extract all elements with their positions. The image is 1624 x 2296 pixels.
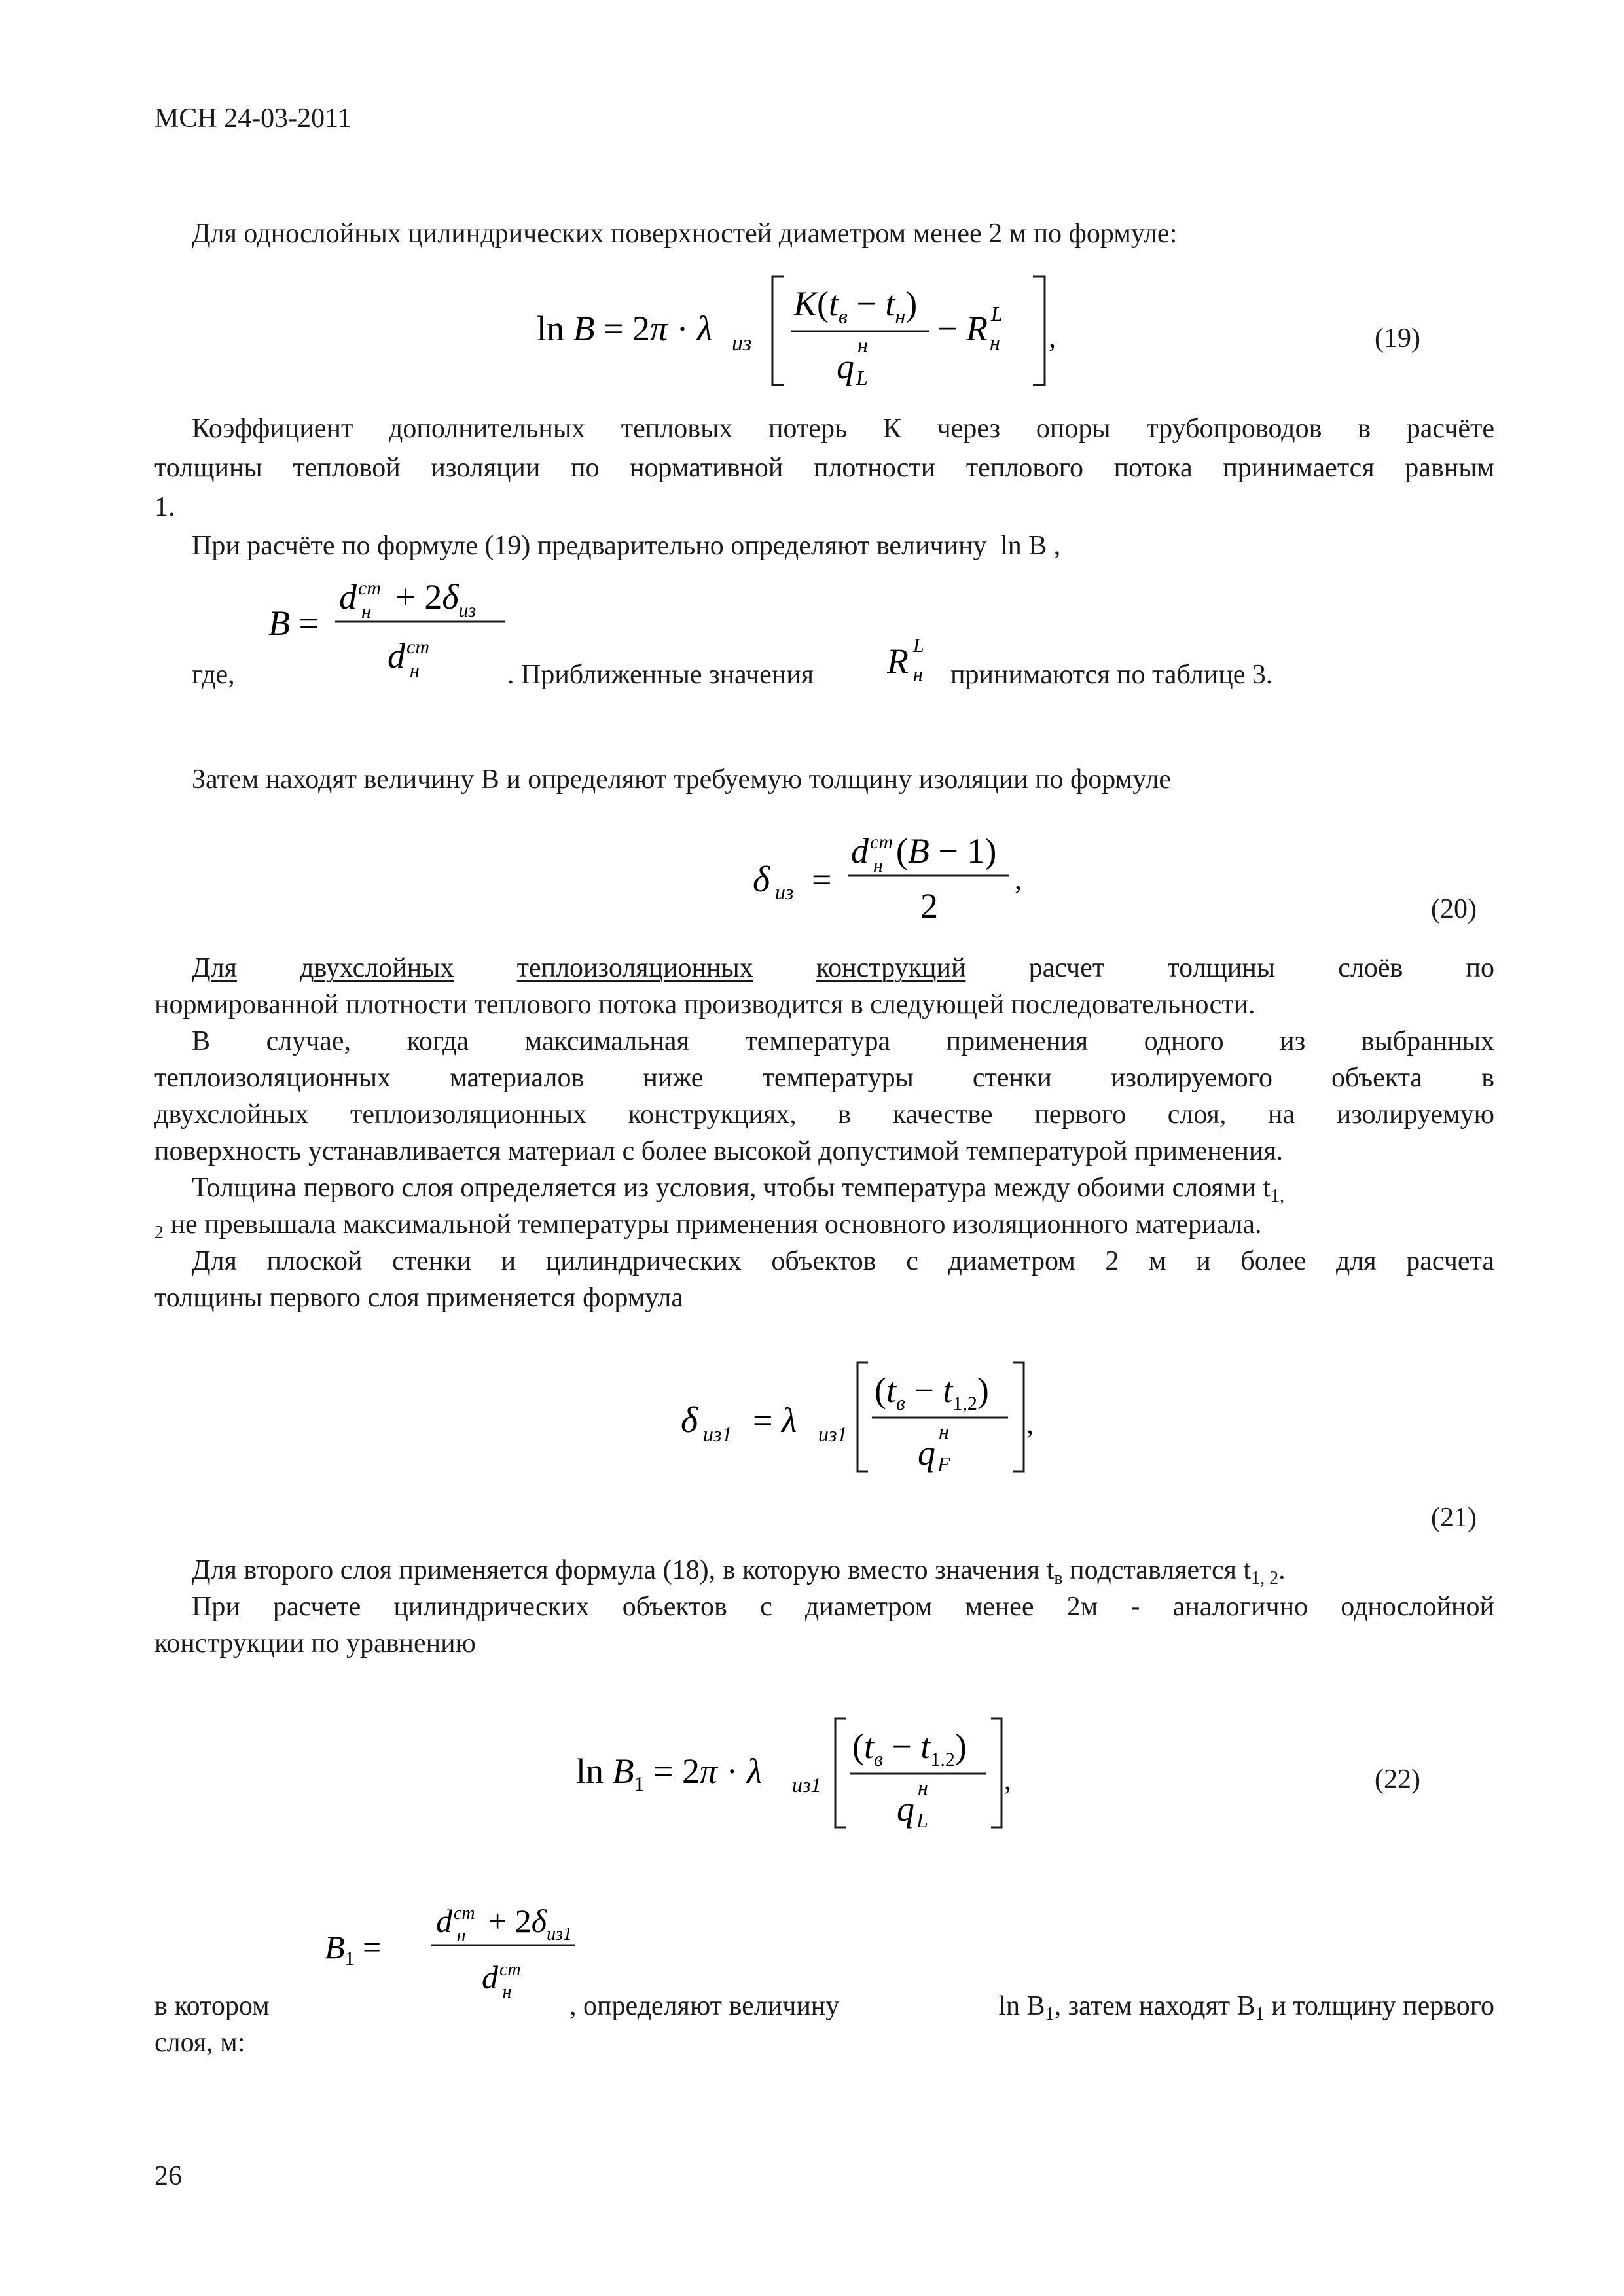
two-layer-word2: двухслойных <box>300 953 454 983</box>
eq21-den-sub: F <box>937 1452 950 1476</box>
eq20-numerator: $d^{ст}$ н (B − 1) <box>851 831 997 876</box>
b-definition-graphic <box>262 569 524 687</box>
eq20-delta: δ <box>753 859 770 900</box>
document-code: МСН 24-03-2011 <box>154 103 352 134</box>
eq21-lambda-sub: из1 <box>818 1422 848 1446</box>
b1-def-lhs: $B_1$ = <box>325 1929 382 1969</box>
eq21-right-bracket <box>1013 1363 1024 1471</box>
eq19-den-sub: L <box>856 366 868 389</box>
r-symbol <box>887 627 952 692</box>
r-symbol-graphic <box>887 627 952 692</box>
eq19-right-bracket <box>1033 276 1045 385</box>
calc-19-end: , <box>1047 531 1061 561</box>
first-layer-text2: не превышала максимальной температуры применения основного изоляционного материала. <box>164 1210 1262 1240</box>
formula-21 <box>674 1355 1041 1479</box>
paragraph-case-line4: поверхность устанавливается материал с более высокой допустимой температурой применения. <box>154 1136 1284 1166</box>
paragraph-calc-19 <box>192 527 1060 565</box>
b1-ln-sub: 1 <box>1045 2004 1055 2024</box>
b1-def-numerator: $d^{ст}$ $н + 2\delta_{из1}$ <box>436 1903 572 1946</box>
page-number: 26 <box>154 2161 182 2191</box>
b1-after: , затем находят B <box>1054 1991 1255 2021</box>
b-def-lhs: B = <box>268 603 319 643</box>
formula-22 <box>576 1711 1034 1835</box>
table3-reference: принимаются по таблице 3. <box>950 660 1273 690</box>
b1-ln: ln B <box>998 1991 1045 2021</box>
formula-22-graphic <box>576 1711 1034 1835</box>
two-layer-word6: толщины <box>1167 953 1276 983</box>
first-layer-sub1: 1, <box>1270 1186 1284 1206</box>
paragraph-case-line3: двухслойных теплоизоляционных конструкциях, в качестве первого слоя, на изолируемую <box>154 1100 1494 1130</box>
two-layer-word1: Для <box>192 953 237 983</box>
eq20-comma: , <box>1015 863 1022 895</box>
eq21-equals: = λ <box>753 1401 797 1440</box>
eq22-comma: , <box>1004 1764 1011 1796</box>
b1-definition-graphic <box>318 1898 580 2016</box>
calc-19-text: При расчёте по формуле (19) предварительно определяют величину <box>192 531 987 561</box>
formula-21-graphic <box>674 1355 1041 1479</box>
eq20-delta-sub: из <box>775 880 794 904</box>
second-layer-mid: подставляется t <box>1062 1555 1252 1585</box>
calc-19-lnb: ln B <box>1000 531 1047 561</box>
b-definition-formula <box>262 569 524 687</box>
eq21-den-sup: н <box>939 1420 949 1443</box>
b1-after-sub: 1 <box>1255 2004 1265 2024</box>
eq22-denominator: q <box>897 1789 914 1829</box>
b-def-numerator: $d^{ст}$ $н + 2\delta_{из}$ <box>339 577 477 622</box>
paragraph-flat-wall-line1: Для плоской стенки и цилиндрических объектов с диаметром 2 м и более для расчета <box>192 1246 1494 1276</box>
two-layer-word4: конструкций <box>816 953 966 983</box>
eq21-left-bracket <box>857 1363 868 1471</box>
paragraph-b1-line1 <box>569 1987 1494 2034</box>
second-layer-sub-12: 1, 2 <box>1251 1568 1279 1588</box>
eq20-equals: = <box>812 860 832 899</box>
paragraph-coefficient-line3: 1. <box>154 492 175 522</box>
two-layer-word5: расчет <box>1028 953 1105 983</box>
in-which-label: в котором <box>154 1991 270 2021</box>
eq19-r-sup: L <box>991 302 1003 325</box>
paragraph-two-layer-line1 <box>192 949 1494 987</box>
formula-19-graphic <box>537 268 1060 393</box>
r-sup: L <box>913 635 924 656</box>
eq21-delta: δ <box>681 1400 698 1441</box>
b-def-denominator: $d^{ст}$ н <box>388 636 429 681</box>
eq19-denominator: q <box>837 347 854 386</box>
eq19-lhs: ln B = 2π · λ <box>537 309 713 348</box>
paragraph-two-layer-line2: нормированной плотности теплового потока производится в следующей последовательности. <box>154 990 1255 1020</box>
eq22-lhs: $\ln B_1 = 2\pi \cdot \lambda$ <box>576 1751 763 1795</box>
eq22-den-sub: L <box>916 1808 928 1832</box>
two-layer-word8: по <box>1466 953 1494 983</box>
b1-determine-text: , определяют величину <box>569 1991 840 2021</box>
two-layer-word3: теплоизоляционных <box>516 953 753 983</box>
r-letter: R <box>887 641 909 681</box>
eq22-right-bracket <box>991 1719 1001 1827</box>
paragraph-cylindrical-line1: При расчете цилиндрических объектов с диаметром менее 2м - аналогично однослойной <box>192 1592 1494 1622</box>
formula-20-number: (20) <box>1431 894 1477 924</box>
formula-20-graphic <box>746 826 1047 931</box>
eq22-lambda-sub: из1 <box>792 1773 821 1797</box>
first-layer-text1: Толщина первого слоя определяется из условия, чтобы температура между обоими слоями t <box>192 1173 1271 1203</box>
eq21-numerator: $(t_в - t_{1,2})$ <box>875 1371 989 1414</box>
eq21-delta-sub: из1 <box>703 1422 732 1446</box>
formula-21-number: (21) <box>1431 1503 1477 1533</box>
b1-def-denominator: $d^{ст}$ н <box>482 1959 521 2002</box>
formula-19 <box>537 268 1060 393</box>
eq21-comma: , <box>1026 1408 1034 1440</box>
r-sub: н <box>913 664 923 685</box>
eq20-denominator: 2 <box>920 886 938 925</box>
eq19-den-sup: н <box>857 333 868 357</box>
formula-20 <box>746 826 1047 931</box>
two-layer-word7: слоёв <box>1338 953 1403 983</box>
eq22-den-sup: н <box>918 1776 928 1799</box>
first-layer-sub2: 2 <box>154 1223 164 1243</box>
eq21-denominator: q <box>918 1433 935 1473</box>
paragraph-cylindrical-line2: конструкции по уравнению <box>154 1628 476 1659</box>
paragraph-case-line1: В случае, когда максимальная температура применения одного из выбранных <box>192 1026 1494 1056</box>
formula-19-number: (19) <box>1375 323 1420 353</box>
eq22-numerator: $(t_в - t_{1.2})$ <box>852 1727 967 1770</box>
where-label: где, <box>192 660 235 690</box>
second-layer-sub-v: в <box>1054 1568 1063 1588</box>
eq19-lambda-sub: из <box>732 331 752 355</box>
eq19-numerator: $K(t_в - t_н)$ <box>793 284 918 328</box>
formula-22-number: (22) <box>1375 1765 1420 1795</box>
b1-ln-group <box>998 1987 1494 2034</box>
b1-end: и толщину первого <box>1264 1991 1494 2021</box>
paragraph-single-layer: Для однослойных цилиндрических поверхностей диаметром менее 2 м по формуле: <box>192 219 1178 249</box>
eq22-left-bracket <box>835 1719 846 1827</box>
eq19-minus-r: − R <box>937 309 988 348</box>
second-layer-end: . <box>1278 1555 1286 1585</box>
paragraph-coefficient-line2: толщины тепловой изоляции по нормативной плотности теплового потока принимается равным <box>154 453 1494 483</box>
eq19-left-bracket <box>772 276 784 385</box>
paragraph-coefficient-line1: Коэффициент дополнительных тепловых потерь К через опоры трубопроводов в расчёте <box>192 414 1494 444</box>
b1-definition-formula <box>318 1898 580 2016</box>
paragraph-b1-line2: слоя, м: <box>154 2028 245 2058</box>
approx-values-text: . Приближенные значения <box>507 660 814 690</box>
eq19-r-sub: н <box>990 331 1000 354</box>
paragraph-case-line2: теплоизоляционных материалов ниже температуры стенки изолируемого объекта в <box>154 1063 1494 1093</box>
second-layer-text: Для второго слоя применяется формула (18), в которую вместо значения t <box>192 1555 1055 1585</box>
paragraph-find-b: Затем находят величину B и определяют требуемую толщину изоляции по формуле <box>192 764 1171 795</box>
paragraph-flat-wall-line2: толщины первого слоя применяется формула <box>154 1283 684 1313</box>
eq19-comma: , <box>1049 321 1056 353</box>
